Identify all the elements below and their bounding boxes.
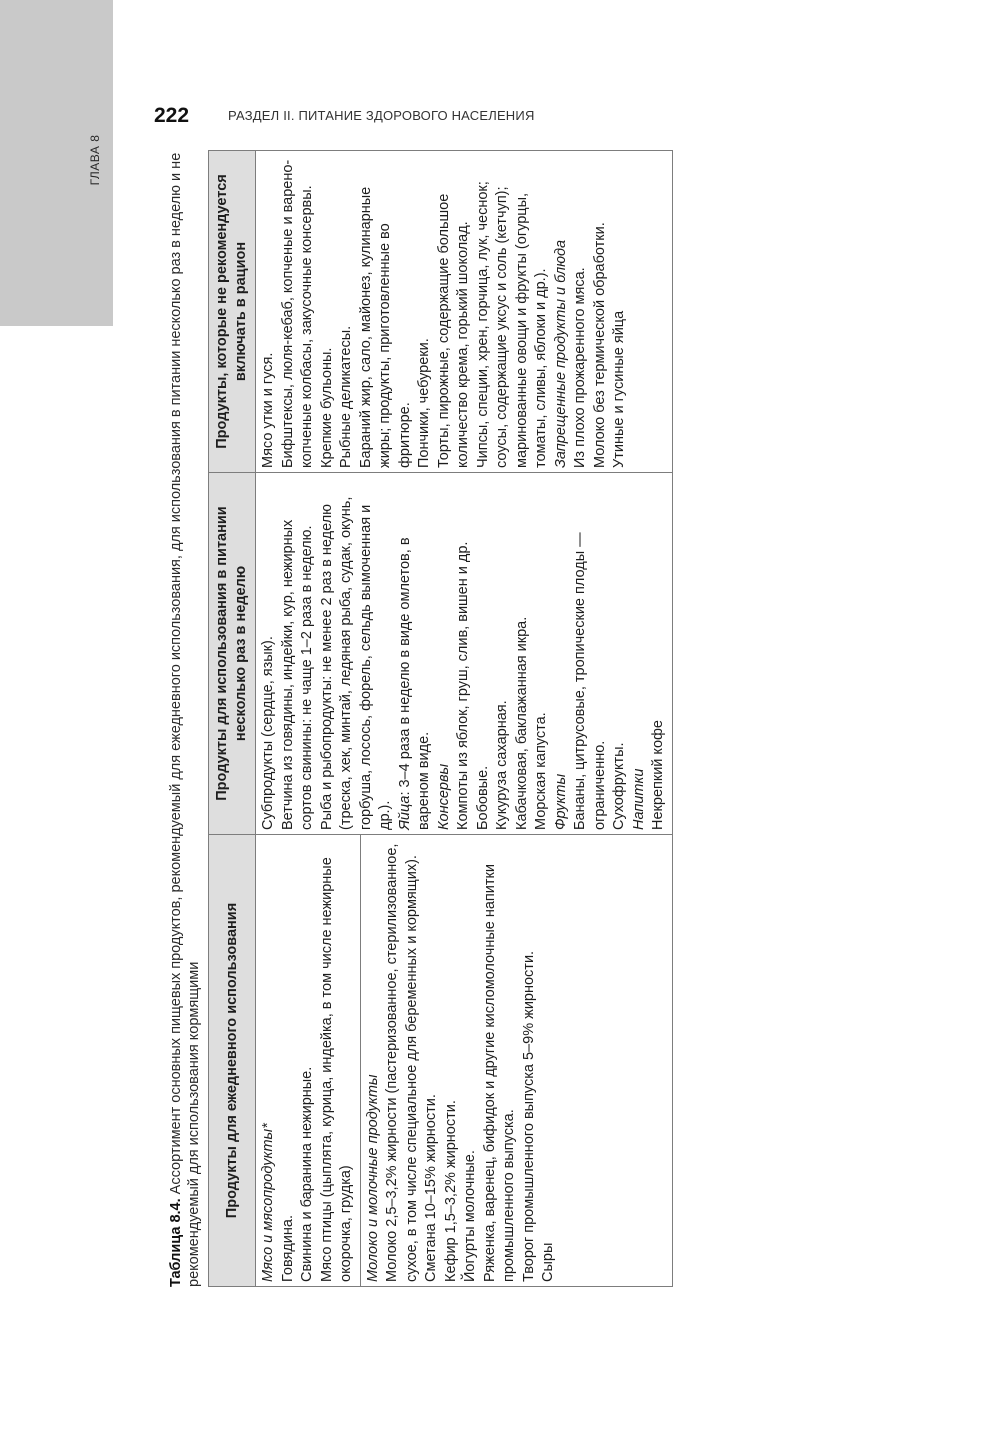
list-item: Кукуруза сахарная. [494,700,511,830]
list-item: Бараний жир, сало, майонез, кулинарные жиры; продукты, приготовленные во фритюре. [357,186,413,468]
running-title: РАЗДЕЛ II. ПИТАНИЕ ЗДОРОВОГО НАСЕЛЕНИЯ [228,108,535,123]
column-header-not-recommended: Продукты, которые не рекомендуется включать в рацион [209,151,256,473]
list-item: Кефир 1,5–3,2% жирности. [442,1100,459,1282]
table-caption-label: Таблица 8.4. [168,1198,184,1287]
list-item: Компоты из яблок, груш, слив, вишен и др. [455,541,472,830]
drinks-heading: Напитки [630,768,647,830]
list-item: Мясо птицы (цыплята, курица, индейка, в том числе нежирные окорочка, грудка) [318,857,355,1282]
daily-group-dairy [361,835,562,1286]
daily-group-meat-heading: Мясо и мясопродукты* [260,1123,277,1282]
list-item: Мясо утки и гуся. [260,352,277,468]
table-caption [168,151,203,1287]
list-item: Молоко 2,5–3,2% жирности (пастеризованное, стерилизованное, сухое, в том числе специальное для беременных и кормящих). [384,843,420,1282]
column-header-weekly: Продукты для использования в питании несколько раз в неделю [209,473,256,835]
table-row [256,151,673,1287]
canned-heading: Консервы [435,763,452,830]
chapter-tab [0,0,113,326]
daily-cell [256,835,673,1287]
page-number: 222 [154,104,190,127]
list-item: Бобовые. [474,765,491,830]
list-item: Рыба и рыбопродукты: не менее 2 раз в неделю (треска, хек, минтай, ледяная рыба, судак, окунь, горбуша, лосось, форель, сельдь вымоченная и др.). [318,496,394,830]
list-item: Рыбные деликатесы. [338,325,355,468]
list-item: Сухофрукты. [611,742,628,830]
list-item: Утиные и гусиные яйца [611,310,628,468]
not-recommended-cell [256,151,673,473]
list-item: Пончики, чебуреки. [416,338,433,468]
list-item: Бифштексы, люля-кебаб, копченые и варено-копченые колбасы, закусочные консервы. [279,159,316,468]
list-item: Бананы, цитрусовые, тропические плоды — ограниченно. [572,532,608,830]
daily-group-meat [256,835,361,1286]
rotated-table-block [168,151,980,1287]
list-item: Молоко без термической обработки. [591,222,608,468]
weekly-cell [256,473,673,835]
products-table [208,150,673,1287]
fruits-heading: Фрукты [552,773,569,830]
list-item: Морская капуста. [533,712,550,830]
list-item: Творог промышленного выпуска 5–9% жирности. [520,950,537,1282]
eggs-text: : 3–4 раза в неделю в виде омлетов, в вареном виде. [396,537,433,830]
list-item: Крепкие бульоны. [318,347,335,468]
list-item: Ряженка, варенец, бифидок и другие кисломолочные напитки промышленного выпуска. [481,864,518,1282]
eggs-item [396,476,435,830]
list-item: Торты, пирожные, содержащие большое количество крема, горький шоколад. [435,193,472,468]
list-item: Некрепкий кофе [650,720,667,830]
forbidden-heading: Запрещенные продукты и блюда [552,239,569,468]
table-header-row [209,151,256,1287]
list-item: Говядина. [279,1215,296,1282]
chapter-label: ГЛАВА 8 [88,134,102,186]
table-caption-text: Ассортимент основных пищевых продуктов, рекомендуемый для ежедневного использования, для использования в питании несколько раз в неделю и не рекомендуемый для использования кормящими [168,152,202,1287]
column-header-daily: Продукты для ежедневного использования [209,835,256,1287]
list-item: Йогурты молочные. [462,1150,479,1282]
list-item: Из плохо прожаренного мяса. [572,267,589,468]
list-item: Сметана 10–15% жирности. [423,1094,440,1282]
daily-group-dairy-heading: Молоко и молочные продукты [364,1074,381,1282]
list-item: Сыры [540,1242,557,1282]
list-item: Свинина и баранина нежирные. [299,1066,316,1282]
list-item: Кабачковая, баклажанная икра. [513,616,530,830]
list-item: Ветчина из говядины, индейки, кур, нежирных сортов свинины: не чаще 1–2 раза в неделю. [279,519,316,830]
eggs-label: Яйца [396,795,413,830]
list-item: Субпродукты (сердце, язык). [260,636,277,830]
list-item: Чипсы, специи, хрен, горчица, лук, чеснок; соусы, содержащие уксус и соль (кетчуп); маринованные овощи и фрукты (огурцы, томаты, сливы, яблоки и др.). [474,181,550,468]
